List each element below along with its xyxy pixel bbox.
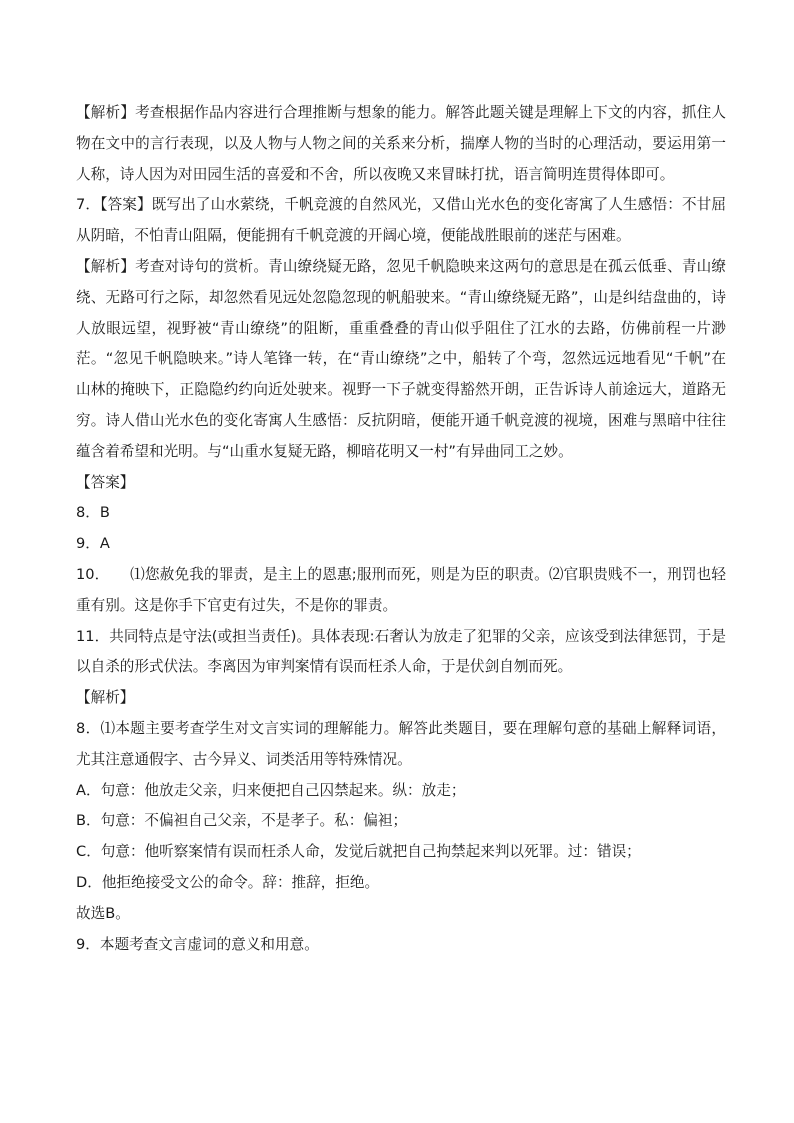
answer-8: 8．B xyxy=(76,504,110,522)
analysis-9-paragraph: 9．本题考查文言虚词的意义和用意。 xyxy=(76,935,319,953)
analysis-8-paragraph: 8．⑴本题主要考查学生对文言实词的理解能力。解答此类题目，要在理解句意的基础上解释词语，尤其注意通假字、古今异义、词类活用等特殊情况。 xyxy=(76,719,726,768)
option-c: C．句意：他听察案情有误而枉杀人命，发觉后就把自己拘禁起来判以死罪。过：错误； xyxy=(76,843,641,861)
answer-9: 9．A xyxy=(76,535,110,553)
answer-10-text: ⑴您赦免我的罪责，是主上的恩惠;服刑而死，则是为臣的职责。⑵官职贵贱不一，刑罚也轻重有别。这是你手下官吏有过失，不是你的罪责。 xyxy=(76,565,726,614)
analysis-heading: 【解析】 xyxy=(76,689,135,707)
answer-heading: 【答案】 xyxy=(76,473,135,491)
option-a: A．句意：他放走父亲，归来便把自己囚禁起来。纵：放走； xyxy=(76,781,466,799)
analysis-6-paragraph: 【解析】考查根据作品内容进行合理推断与想象的能力。解答此题关键是理解上下文的内容，抓住人物在文中的言行表现，以及人物与人物之间的关系来分析，揣摩人物的当时的心理活动，要运用第一人称，诗人因为对田园生活的喜爱和不舍，所以夜晚又来冒昧打扰，语言简明连贯得体即可。 xyxy=(76,104,726,183)
analysis-7-paragraph: 【解析】考查对诗句的赏析。青山缭绕疑无路，忽见千帆隐映来这两句的意思是在孤云低垂、青山缭绕、无路可行之际，却忽然看见远处忽隐忽现的帆船驶来。“青山缭绕疑无路”，山是纠结盘曲的，诗人放眼远望，视野被“青山缭绕”的阻断，重重叠叠的青山似乎阻住了江水的去路，仿佛前程一片渺茫。“忽见千帆隐映来。”诗人笔锋一转，在“青山缭绕”之中，船转了个弯，忽然远远地看见“千帆”在山林的掩映下，正隐隐约约向近处驶来。视野一下子就变得豁然开朗，正告诉诗人前途远大，道路无穷。诗人借山光水色的变化寄寓人生感悟：反抗阴暗，便能开通千帆竞渡的视境，困难与黑暗中往往蕴含着希望和光明。与“山重水复疑无路，柳暗花明又一村”有异曲同工之妙。 xyxy=(76,257,726,460)
document-page xyxy=(76,98,726,960)
conclusion-8: 故选B。 xyxy=(76,904,130,922)
answer-7-paragraph: 7．【答案】既写出了山水萦绕，千帆竞渡的自然风光，又借山光水色的变化寄寓了人生感悟：不甘屈从阴暗，不怕青山阻隔，便能拥有千帆竞渡的开阔心境，便能战胜眼前的迷茫与困难。 xyxy=(76,196,726,245)
answer-11-paragraph: 11．共同特点是守法(或担当责任)。具体表现:石奢认为放走了犯罪的父亲，应该受到法律惩罚，于是以自杀的形式伏法。李离因为审判案情有误而枉杀人命，于是伏剑自刎而死。 xyxy=(76,627,726,676)
answer-10-paragraph xyxy=(76,560,726,622)
option-d: D．他拒绝接受文公的命令。辞：推辞，拒绝。 xyxy=(76,873,380,891)
option-b: B．句意：不偏袒自己父亲，不是孝子。私：偏袒； xyxy=(76,812,408,830)
answer-10-number: 10． xyxy=(76,565,110,583)
